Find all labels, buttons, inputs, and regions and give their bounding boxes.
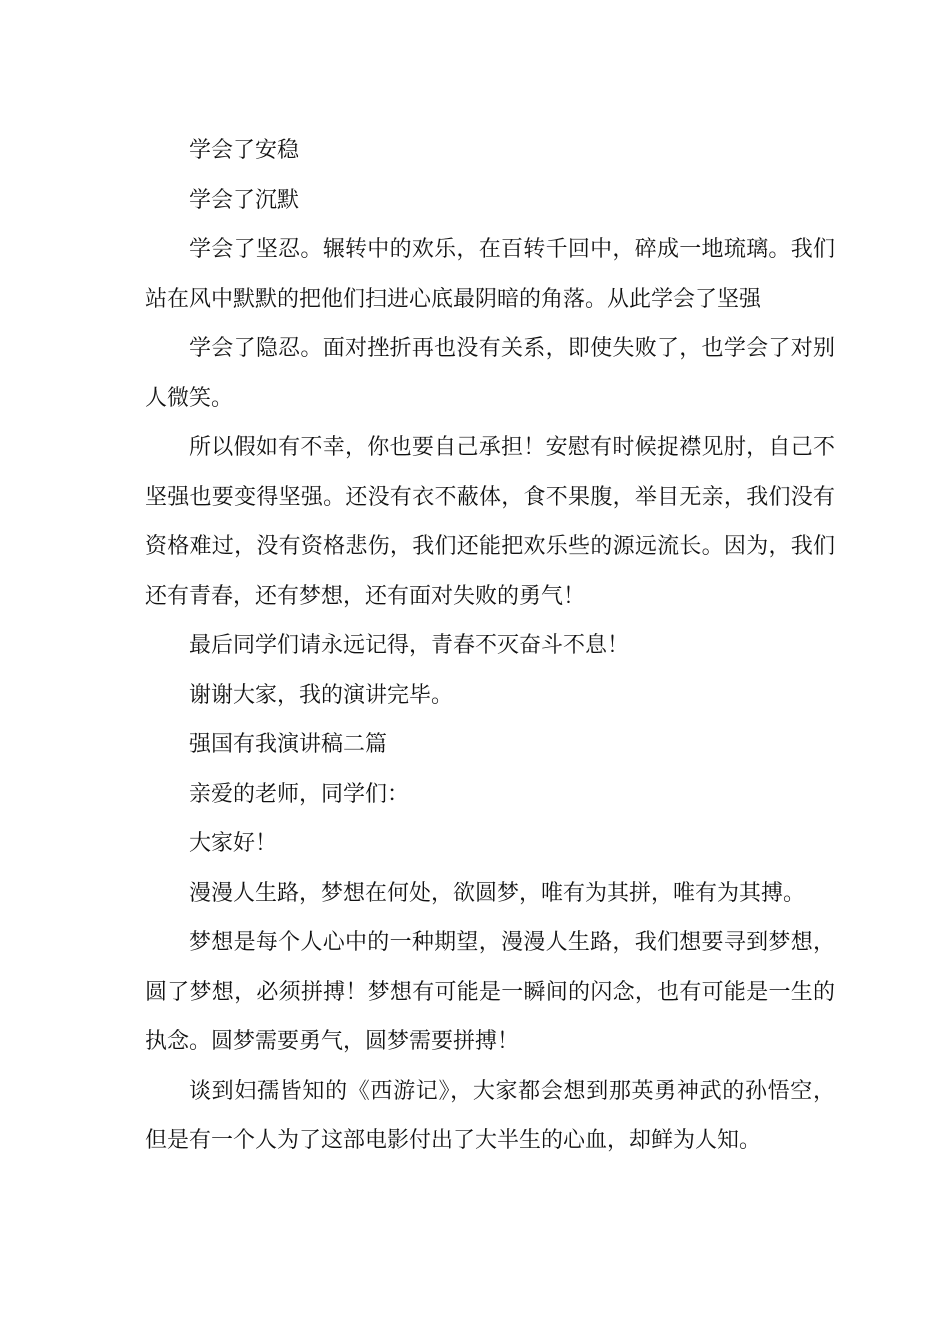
paragraph: 谈到妇孺皆知的《西游记》，大家都会想到那英勇神武的孙悟空，但是有一个人为了这部电影付出了大半生的心血，却鲜为人知。: [145, 1078, 835, 1153]
section-title: 强国有我演讲稿二篇: [189, 732, 388, 757]
paragraph: 所以假如有不幸，你也要自己承担！安慰有时候捉襟见肘，自己不坚强也要变得坚强。还没有衣不蔽体，食不果腹，举目无亲，我们没有资格难过，没有资格悲伤，我们还能把欢乐些的源远流长。因为，我们还有青春，还有梦想，还有面对失败的勇气！: [145, 435, 835, 609]
document-body: [145, 126, 835, 1166]
paragraph: 谢谢大家，我的演讲完毕。: [189, 682, 454, 708]
paragraph: 学会了沉默: [189, 187, 300, 213]
paragraph: 最后同学们请永远记得，青春不灭奋斗不息！: [189, 633, 630, 658]
paragraph: 梦想是每个人心中的一种期望，漫漫人生路，我们想要寻到梦想，圆了梦想，必须拼搏！梦想有可能是一瞬间的闪念，也有可能是一生的执念。圆梦需要勇气，圆梦需要拼搏！: [145, 930, 835, 1054]
paragraph: 学会了坚忍。辗转中的欢乐，在百转千回中，碎成一地琉璃。我们站在风中默默的把他们扫进心底最阴暗的角落。从此学会了坚强: [145, 237, 835, 312]
greeting: 大家好！: [189, 831, 278, 856]
salutation: 亲爱的老师，同学们：: [189, 781, 410, 807]
paragraph: 漫漫人生路，梦想在何处，欲圆梦，唯有为其拼，唯有为其搏。: [189, 880, 806, 906]
paragraph: 学会了隐忍。面对挫折再也没有关系，即使失败了，也学会了对别人微笑。: [145, 336, 835, 411]
paragraph: 学会了安稳: [189, 138, 300, 163]
